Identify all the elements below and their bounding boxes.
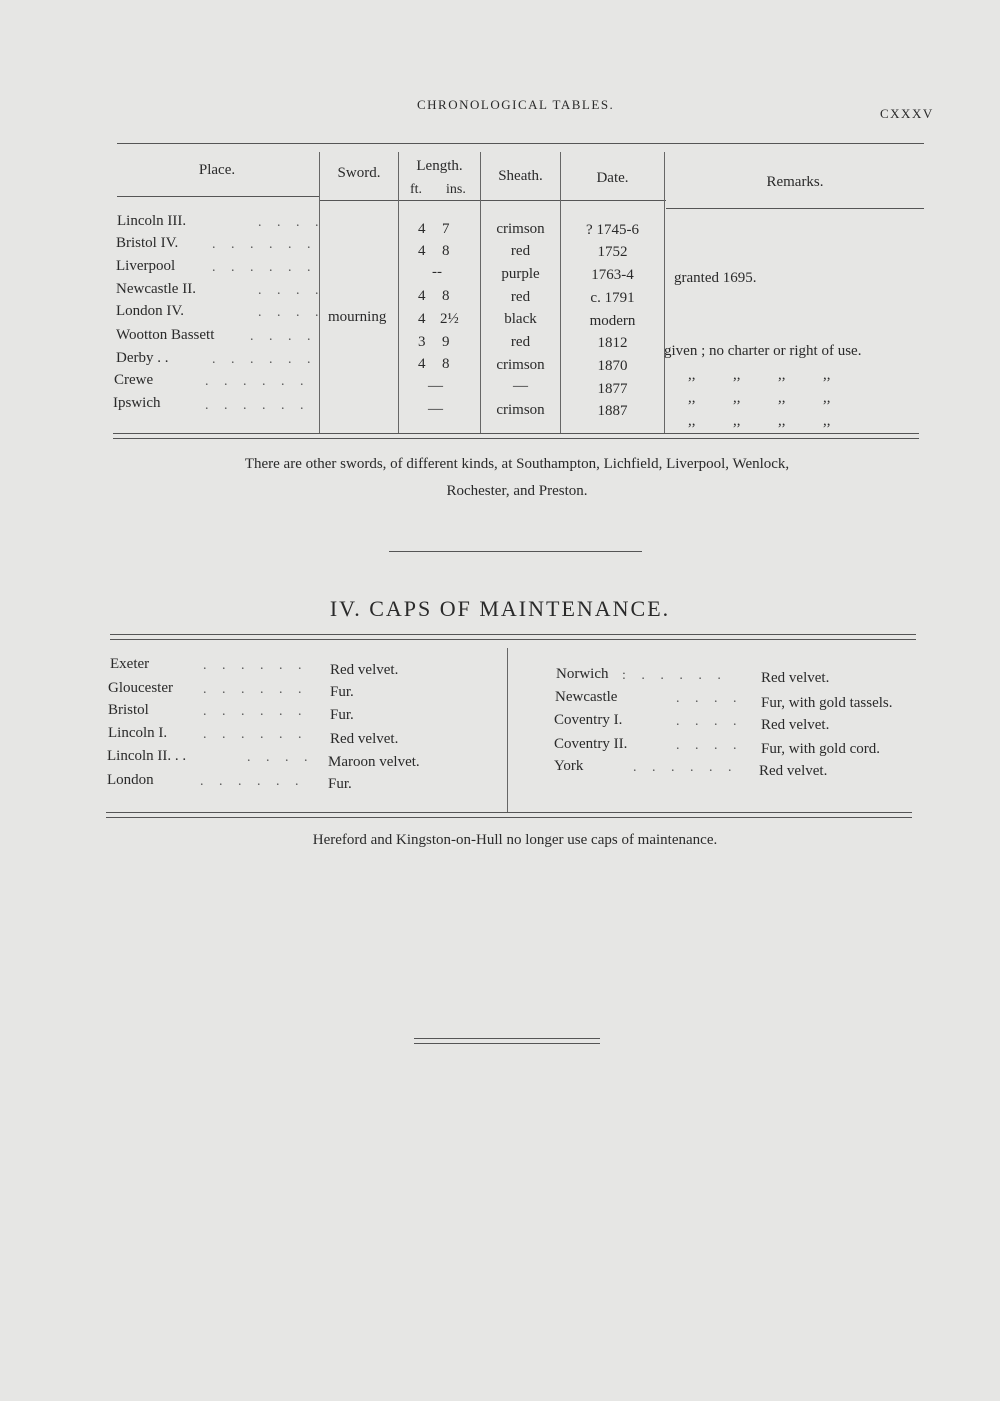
leader-dots: . . . .: [247, 750, 314, 765]
header-sheath: Sheath.: [498, 168, 543, 184]
running-title: CHRONOLOGICAL TABLES.: [417, 97, 615, 112]
cap-value: Fur.: [328, 776, 352, 792]
ins-cell: 7: [442, 221, 450, 237]
leader-dots: : . . . . .: [622, 668, 727, 683]
leader-dots: . . . . . .: [203, 658, 308, 673]
col-divider: [664, 152, 665, 433]
remark-ditto: ,, ,, ,, ,,: [688, 390, 831, 406]
leader-dots: . . . .: [258, 215, 325, 230]
cap-value: Fur, with gold cord.: [761, 741, 880, 757]
date-cell: 1812: [597, 335, 628, 351]
closing-rule-2: [414, 1043, 600, 1044]
date-cell: 1763-4: [591, 267, 634, 283]
header-date: Date.: [596, 170, 629, 186]
header-sword: Sword.: [337, 165, 381, 181]
cap-place: Newcastle: [555, 689, 618, 705]
leader-dots: . . . . . .: [212, 237, 317, 252]
ins-cell: 9: [442, 334, 450, 350]
header-rule-mid: [319, 200, 666, 201]
header-ins: ins.: [446, 182, 466, 197]
place-cell: Lincoln III.: [117, 213, 187, 229]
header-place: Place.: [198, 162, 236, 178]
place-cell: Derby . .: [116, 350, 169, 366]
ft-cell: 4: [418, 311, 426, 327]
remark-granted: granted 1695.: [674, 270, 757, 286]
header-ft: ft.: [410, 182, 423, 197]
remark-ditto: ,, ,, ,, ,,: [688, 367, 831, 383]
cap-place: Coventry II.: [554, 736, 628, 752]
cap-place: Lincoln I.: [108, 725, 168, 741]
col-divider: [398, 152, 399, 433]
ins-cell: —: [428, 378, 443, 394]
header-rule-place: [117, 196, 319, 197]
ins-cell: --: [432, 264, 442, 280]
leader-dots: . . . . . .: [633, 760, 738, 775]
caps-col-divider: [507, 648, 508, 813]
place-cell: Newcastle II.: [116, 281, 196, 297]
table-top-rule: [117, 143, 924, 144]
cap-place: Exeter: [110, 656, 150, 672]
caps-note: Hereford and Kingston-on-Hull no longer use caps of maintenance.: [312, 832, 718, 848]
leader-dots: . . . . . .: [205, 374, 310, 389]
date-cell: 1752: [597, 244, 628, 260]
caps-bottom-rule-2: [106, 817, 912, 818]
remark-ditto: ,, ,, ,, ,,: [688, 413, 831, 429]
swords-note-line1: There are other swords, of different kinds, at Southampton, Lichfield, Liverpool, Wenlock,: [244, 456, 790, 472]
date-cell: ? 1745-6: [586, 222, 639, 238]
cap-place: Bristol: [108, 702, 149, 718]
leader-dots: . . . .: [676, 691, 743, 706]
header-length: Length.: [416, 158, 463, 174]
place-cell: Crewe: [114, 372, 154, 388]
ft-cell: 3: [418, 334, 426, 350]
cap-place: York: [554, 758, 584, 774]
cap-value: Red velvet.: [330, 731, 399, 747]
cap-value: Red velvet.: [759, 763, 828, 779]
section-divider: [389, 551, 642, 552]
ins-cell: 8: [442, 356, 450, 372]
leader-dots: . . . . . .: [203, 727, 308, 742]
cap-place: London: [107, 772, 154, 788]
cap-value: Fur.: [330, 684, 354, 700]
cap-value: Red velvet.: [761, 670, 830, 686]
sheath-cell: red: [510, 289, 531, 305]
place-cell: Liverpool: [116, 258, 176, 274]
place-cell: Bristol IV.: [116, 235, 179, 251]
page-number: CXXXV: [880, 106, 934, 121]
date-cell: modern: [589, 313, 636, 329]
date-cell: 1877: [597, 381, 628, 397]
swords-note-line2: Rochester, and Preston.: [446, 483, 588, 499]
ins-cell: 8: [442, 288, 450, 304]
date-cell: c. 1791: [590, 290, 635, 306]
ins-cell: —: [428, 401, 443, 417]
ft-cell: 4: [418, 221, 426, 237]
place-cell: Wootton Bassett: [116, 327, 215, 343]
sword-cell: mourning: [328, 309, 387, 325]
leader-dots: . . . .: [258, 283, 325, 298]
cap-value: Red velvet.: [761, 717, 830, 733]
sheath-cell: crimson: [496, 402, 545, 418]
date-cell: 1870: [597, 358, 628, 374]
leader-dots: . . . . . .: [212, 260, 317, 275]
ins-cell: 2½: [440, 311, 459, 327]
leader-dots: . . . . . .: [205, 398, 310, 413]
cap-value: Fur.: [330, 707, 354, 723]
table-bottom-rule-1: [113, 433, 919, 434]
section-title: IV. CAPS OF MAINTENANCE.: [329, 596, 671, 621]
header-rule-remarks: [666, 208, 924, 209]
closing-rule-1: [414, 1038, 600, 1039]
leader-dots: . . . . . .: [200, 774, 305, 789]
leader-dots: . . . . . .: [212, 352, 317, 367]
cap-value: Maroon velvet.: [328, 754, 420, 770]
sheath-cell: —: [513, 378, 528, 394]
leader-dots: . . . .: [258, 305, 325, 320]
ft-cell: 4: [418, 356, 426, 372]
leader-dots: . . . .: [676, 738, 743, 753]
cap-place: Coventry I.: [554, 712, 623, 728]
sheath-cell: red: [510, 243, 531, 259]
sheath-cell: purple: [501, 266, 540, 282]
leader-dots: . . . .: [250, 329, 317, 344]
place-cell: London IV.: [116, 303, 185, 319]
leader-dots: . . . .: [676, 714, 743, 729]
ft-cell: 4: [418, 243, 426, 259]
sheath-cell: red: [510, 334, 531, 350]
cap-place: Gloucester: [108, 680, 173, 696]
remark-given: given ; no charter or right of use.: [664, 343, 862, 359]
cap-place: Norwich: [556, 666, 609, 682]
ins-cell: 8: [442, 243, 450, 259]
sheath-cell: black: [504, 311, 537, 327]
table-bottom-rule-2: [113, 438, 919, 439]
cap-place: Lincoln II. . .: [107, 748, 187, 764]
caps-top-rule-2: [110, 639, 916, 640]
header-remarks: Remarks.: [766, 174, 824, 190]
sheath-cell: crimson: [496, 221, 545, 237]
place-cell: Ipswich: [113, 395, 161, 411]
cap-value: Red velvet.: [330, 662, 399, 678]
leader-dots: . . . . . .: [203, 704, 308, 719]
caps-top-rule-1: [110, 634, 916, 635]
date-cell: 1887: [597, 403, 628, 419]
sheath-cell: crimson: [496, 357, 545, 373]
leader-dots: . . . . . .: [203, 682, 308, 697]
caps-bottom-rule-1: [106, 812, 912, 813]
ft-cell: 4: [418, 288, 426, 304]
cap-value: Fur, with gold tassels.: [761, 695, 893, 711]
